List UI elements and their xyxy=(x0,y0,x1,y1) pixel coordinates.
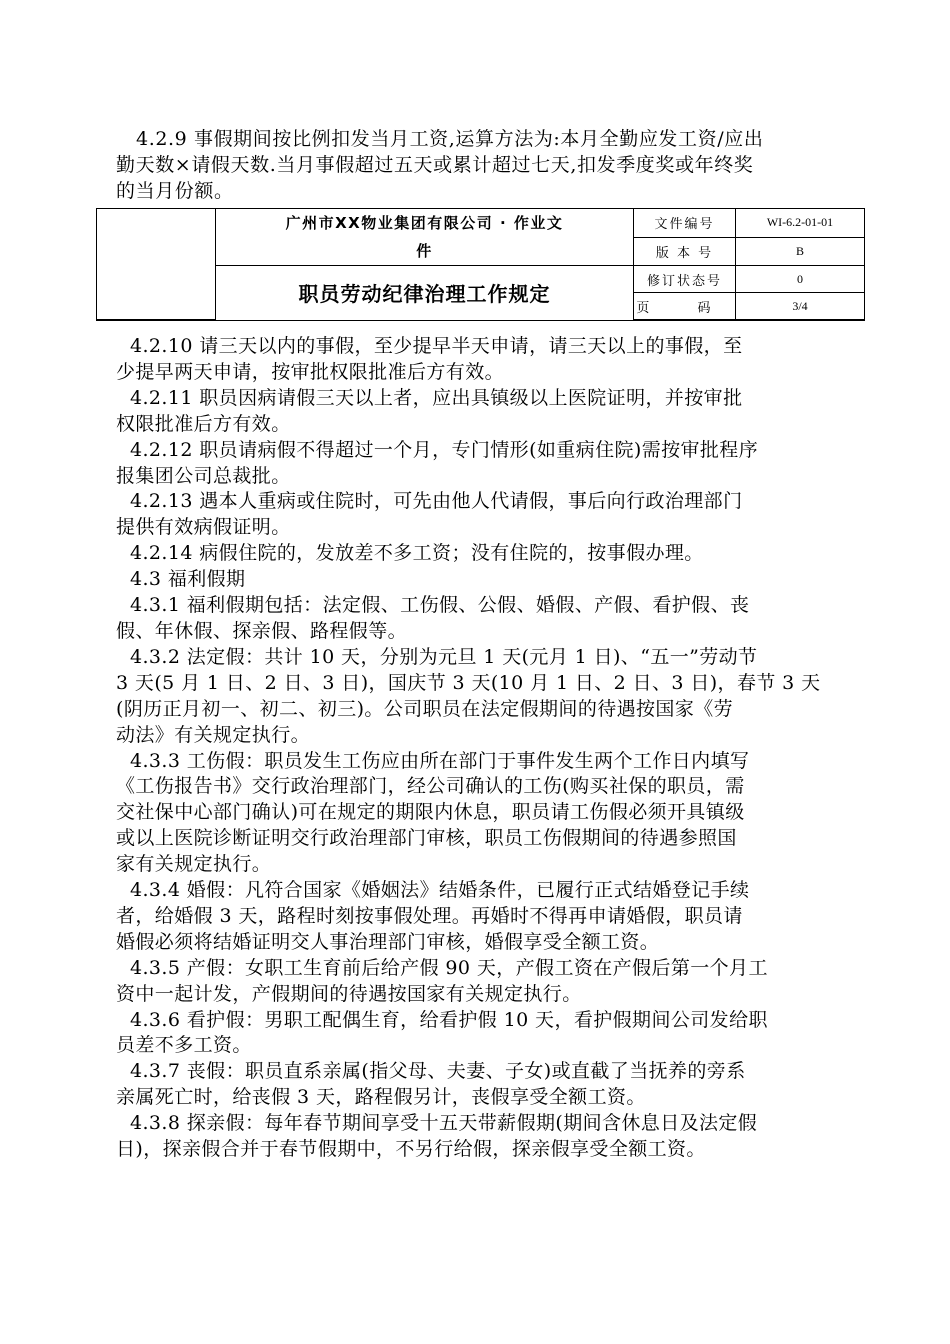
paragraph-line: 4.3.8 探亲假：每年春节期间享受十五天带薪假期(期间含休息日及法定假 xyxy=(130,1112,758,1135)
company-name-line: 广州市XX物业集团有限公司 · 作业文 xyxy=(285,214,564,232)
document-title: 职员劳动纪律治理工作规定 xyxy=(216,266,634,321)
paragraph-line: 《工伤报告书》交行政治理部门，经公司确认的工伤(购买社保的职员，需 xyxy=(116,775,745,798)
top-paragraph xyxy=(116,126,832,204)
paragraph-line: 4.2.14 病假住院的，发放差不多工资；没有住院的，按事假办理。 xyxy=(130,542,704,565)
document-header-table xyxy=(96,208,865,321)
paragraph xyxy=(116,489,836,541)
paragraph-line: 权限批准后方有效。 xyxy=(116,412,291,435)
paragraph-line: 动法》有关规定执行。 xyxy=(116,723,311,746)
revision-value: 0 xyxy=(736,266,865,293)
company-name-line: 件 xyxy=(416,242,433,260)
paragraph xyxy=(116,438,836,490)
paragraph-line: 少提早两天申请，按审批权限批准后方有效。 xyxy=(116,360,505,383)
paragraph-line: 报集团公司总裁批。 xyxy=(116,464,291,487)
version-label: 版 本 号 xyxy=(634,237,736,266)
paragraph-line: 4.3.6 看护假：男职工配偶生育，给看护假 10 天，看护假期间公司发给职 xyxy=(130,1008,768,1031)
paragraph-line: 4.3.4 婚假：凡符合国家《婚姻法》结婚条件，已履行正式结婚登记手续 xyxy=(130,879,750,902)
paragraph xyxy=(116,1059,836,1111)
top-paragraph-line: 勤天数×请假天数.当月事假超过五天或累计超过七天,扣发季度奖或年终奖 xyxy=(116,154,754,176)
paragraph xyxy=(116,645,836,749)
paragraph-line: 4.2.10 请三天以内的事假，至少提早半天申请，请三天以上的事假，至 xyxy=(130,335,743,357)
paragraph xyxy=(116,878,836,956)
paragraph-line: 提供有效病假证明。 xyxy=(116,516,291,539)
paragraph-line: 4.3.3 工伤假：职员发生工伤应由所在部门于事件发生两个工作日内填写 xyxy=(130,749,750,772)
body-text xyxy=(116,334,836,1163)
doc-number-value: WI-6.2-01-01 xyxy=(736,209,865,238)
paragraph-line: 4.2.12 职员请病假不得超过一个月，专门情形(如重病住院)需按审批程序 xyxy=(130,438,759,461)
paragraph xyxy=(116,749,836,879)
paragraph-line: 日)，探亲假合并于春节假期中，不另行给假，探亲假享受全额工资。 xyxy=(116,1138,706,1161)
paragraph-line: 4.2.11 职员因病请假三天以上者，应出具镇级以上医院证明，并按审批 xyxy=(130,386,743,409)
paragraph-line: 4.3.2 法定假：共计 10 天，分别为元旦 1 天(元月 1 日)、“五一”劳动节 xyxy=(130,645,758,668)
paragraph xyxy=(116,593,836,645)
paragraph-line: 家有关规定执行。 xyxy=(116,853,272,876)
page-label: 页 码 xyxy=(634,293,736,321)
paragraph-line: 资中一起计发，产假期间的待遇按国家有关规定执行。 xyxy=(116,982,582,1005)
paragraph xyxy=(116,334,836,386)
top-paragraph-line: 的当月份额。 xyxy=(116,180,234,202)
logo-cell xyxy=(97,209,216,321)
top-paragraph-line: 4.2.9 事假期间按比例扣发当月工资,运算方法为:本月全勤应发工资/应出 xyxy=(136,128,764,150)
paragraph xyxy=(116,386,836,438)
paragraph-line: 员差不多工资。 xyxy=(116,1034,252,1057)
paragraph-line: 或以上医院诊断证明交行政治理部门审核，职员工伤假期间的待遇参照国 xyxy=(116,827,737,850)
paragraph xyxy=(116,1111,836,1163)
paragraph-line: 亲属死亡时，给丧假 3 天，路程假另计，丧假享受全额工资。 xyxy=(116,1086,646,1109)
paragraph-line: 4.2.13 遇本人重病或住院时，可先由他人代请假，事后向行政治理部门 xyxy=(130,490,743,513)
paragraph-line: (阴历正月初一、初二、初三)。公司职员在法定假期间的待遇按国家《劳 xyxy=(116,697,734,720)
paragraph xyxy=(116,541,836,567)
revision-label: 修订状态号 xyxy=(634,266,736,293)
paragraph-line: 4.3.1 福利假期包括：法定假、工伤假、公假、婚假、产假、看护假、丧 xyxy=(130,594,750,617)
paragraph-line: 3 天(5 月 1 日、2 日、3 日)，国庆节 3 天(10 月 1 日、2 日、3 日)，春节 3 天 xyxy=(116,671,821,694)
paragraph xyxy=(116,567,836,593)
paragraph-line: 交社保中心部门确认)可在规定的期限内休息，职员请工伤假必须开具镇级 xyxy=(116,801,745,824)
paragraph xyxy=(116,1008,836,1060)
version-value: B xyxy=(736,237,865,266)
paragraph-line: 者，给婚假 3 天，路程时刻按事假处理。再婚时不得再申请婚假，职员请 xyxy=(116,904,743,927)
paragraph-line: 婚假必须将结婚证明交人事治理部门审核，婚假享受全额工资。 xyxy=(116,930,660,953)
paragraph-line: 4.3 福利假期 xyxy=(130,568,246,591)
paragraph-line: 4.3.5 产假：女职工生育前后给产假 90 天，产假工资在产假后第一个月工 xyxy=(130,956,768,979)
doc-number-label: 文件编号 xyxy=(634,209,736,238)
page-value: 3/4 xyxy=(736,293,865,321)
paragraph-line: 4.3.7 丧假：职员直系亲属(指父母、夫妻、子女)或直截了当抚养的旁系 xyxy=(130,1060,746,1083)
company-name xyxy=(216,209,634,266)
paragraph-line: 假、年休假、探亲假、路程假等。 xyxy=(116,619,408,642)
paragraph xyxy=(116,956,836,1008)
